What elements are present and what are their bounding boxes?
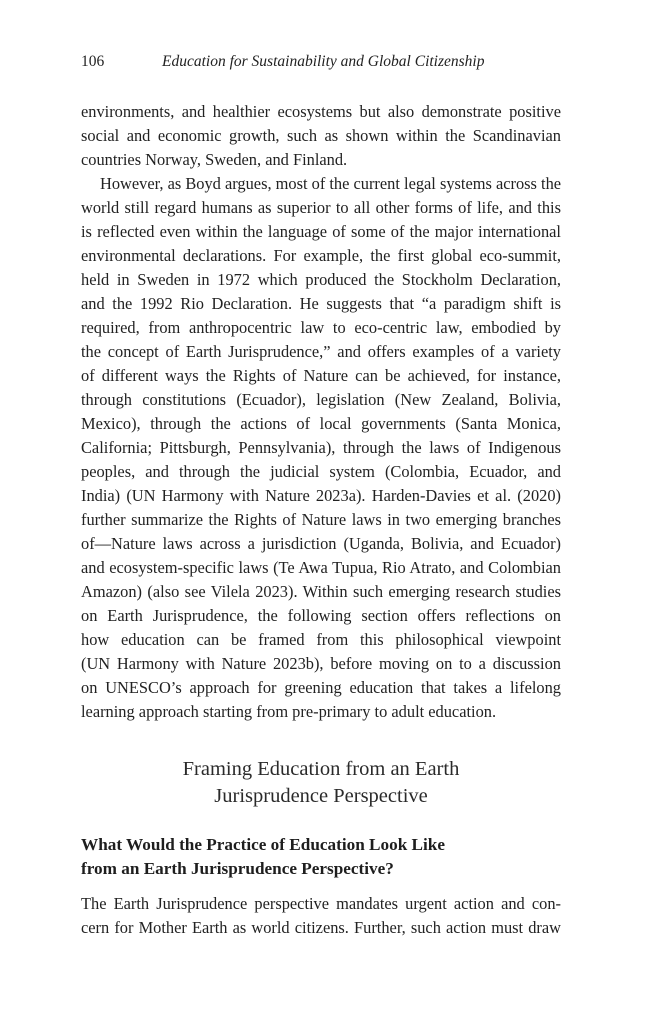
text-line: social and economic growth, such as shown within the Scandinavian: [81, 126, 561, 145]
text-line: However, as Boyd argues, most of the current legal systems across the: [100, 174, 562, 193]
text-line: how education can be framed from this philosophical viewpoint: [81, 630, 561, 649]
text-line: of—Nature laws across a jurisdiction (Uganda, Bolivia, and Ecuador): [81, 534, 561, 553]
text-line: countries Norway, Sweden, and Finland.: [81, 150, 348, 169]
text-line: and the 1992 Rio Declaration. He suggests that “a paradigm shift is: [81, 294, 561, 313]
text-line: Mexico), through the actions of local governments (Santa Monica,: [81, 414, 561, 433]
text-line: on Earth Jurisprudence, the following section offers reflections on: [81, 606, 561, 625]
running-head: [81, 51, 561, 73]
running-title: Education for Sustainability and Global Citizenship: [162, 53, 485, 70]
text-line: California; Pittsburgh, Pennsylvania), through the laws of Indigenous: [81, 438, 561, 457]
text-line: required, from anthropocentric law to eco-centric law, embodied by: [81, 318, 561, 337]
text-line: further summarize the Rights of Nature laws in two emerging branches: [81, 510, 561, 529]
text-line: learning approach starting from pre-primary to adult education.: [81, 702, 497, 721]
paragraph-3: [81, 892, 561, 940]
section-heading-line: Jurisprudence Perspective: [214, 785, 428, 807]
text-line: India) (UN Harmony with Nature 2023a). Harden-Davies et al. (2020): [81, 486, 561, 505]
paragraph-1: [81, 100, 561, 172]
paragraph-2: [81, 172, 561, 724]
section-heading-line: Framing Education from an Earth: [182, 758, 460, 780]
text-line: environmental declarations. For example, the first global eco-summit,: [81, 246, 561, 265]
section-heading: [81, 756, 561, 810]
subheading: [81, 833, 561, 881]
subheading-line: What Would the Practice of Education Look Like: [81, 835, 445, 854]
text-line: cern for Mother Earth as world citizens. Further, such action must draw: [81, 918, 561, 937]
text-line: and ecosystem-specific laws (Te Awa Tupua, Rio Atrato, and Colombian: [81, 558, 561, 577]
text-line: of different ways the Rights of Nature can be achieved, for instance,: [81, 366, 561, 385]
text-line: Amazon) (also see Vilela 2023). Within such emerging research studies: [81, 582, 561, 601]
text-line: the concept of Earth Jurisprudence,” and offers examples of a variety: [81, 342, 561, 361]
text-line: environments, and healthier ecosystems but also demonstrate positive: [81, 102, 561, 121]
text-line: through constitutions (Ecuador), legislation (New Zealand, Bolivia,: [81, 390, 561, 409]
page-number: 106: [81, 53, 105, 70]
text-line: The Earth Jurisprudence perspective mandates urgent action and con-: [81, 894, 561, 913]
text-line: peoples, and through the judicial system (Colombia, Ecuador, and: [81, 462, 561, 481]
text-line: on UNESCO’s approach for greening education that takes a lifelong: [81, 678, 561, 697]
text-line: held in Sweden in 1972 which produced the Stockholm Declaration,: [81, 270, 561, 289]
subheading-line: from an Earth Jurisprudence Perspective?: [81, 859, 394, 878]
text-line: world still regard humans as superior to all other forms of life, and this: [81, 198, 561, 217]
text-line: (UN Harmony with Nature 2023b), before moving on to a discussion: [81, 654, 561, 673]
text-line: is reflected even within the language of some of the major international: [81, 222, 561, 241]
